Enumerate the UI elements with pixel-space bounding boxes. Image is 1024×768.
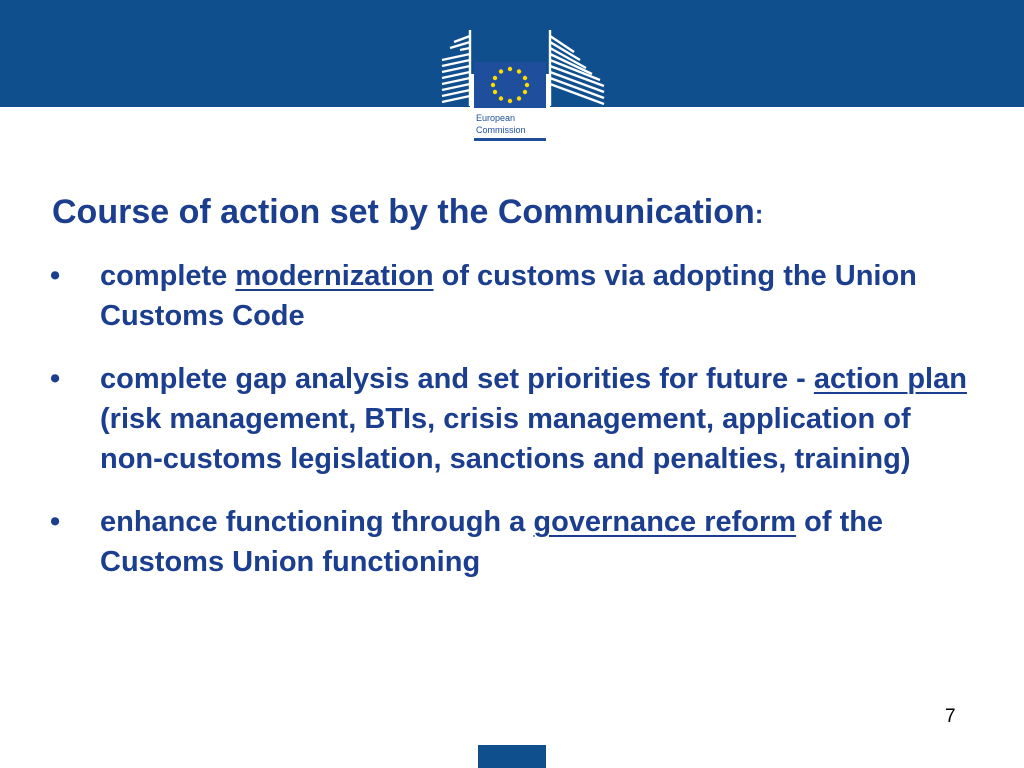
footer-tab	[478, 745, 546, 768]
bullet-marker: •	[50, 260, 61, 292]
bullet-marker: •	[50, 506, 61, 538]
link-action-plan[interactable]: action plan	[813, 363, 967, 395]
bullet-text: enhance functioning through a	[100, 506, 534, 538]
bullet-item-3	[50, 502, 980, 582]
logo-text-line2: Commission	[476, 125, 526, 135]
bullet-text: (risk management, BTIs, crisis management, application of non-customs legislation, sanctions and penalties, training)	[100, 403, 911, 475]
bullet-list	[50, 256, 980, 605]
bullet-item-1	[50, 256, 980, 336]
bullet-text: complete gap analysis and set priorities for future -	[100, 363, 814, 395]
bullet-text: complete	[100, 260, 236, 292]
page-number: 7	[945, 706, 956, 727]
slide-title-colon: :	[754, 199, 764, 229]
european-commission-logo-icon	[440, 30, 608, 142]
bullet-marker: •	[50, 363, 61, 395]
logo-text-line1: European	[476, 113, 516, 123]
bullet-text: of customs via adopting the Union Customs Code	[100, 260, 917, 332]
bullet-item-2	[50, 359, 980, 479]
slide-title	[52, 189, 763, 237]
link-modernization[interactable]: modernization	[235, 260, 434, 292]
bullet-text: of the Customs Union functioning	[100, 506, 884, 578]
slide-title-text: Course of action set by the Communication	[52, 193, 755, 231]
link-governance-reform[interactable]: governance reform	[533, 506, 797, 538]
